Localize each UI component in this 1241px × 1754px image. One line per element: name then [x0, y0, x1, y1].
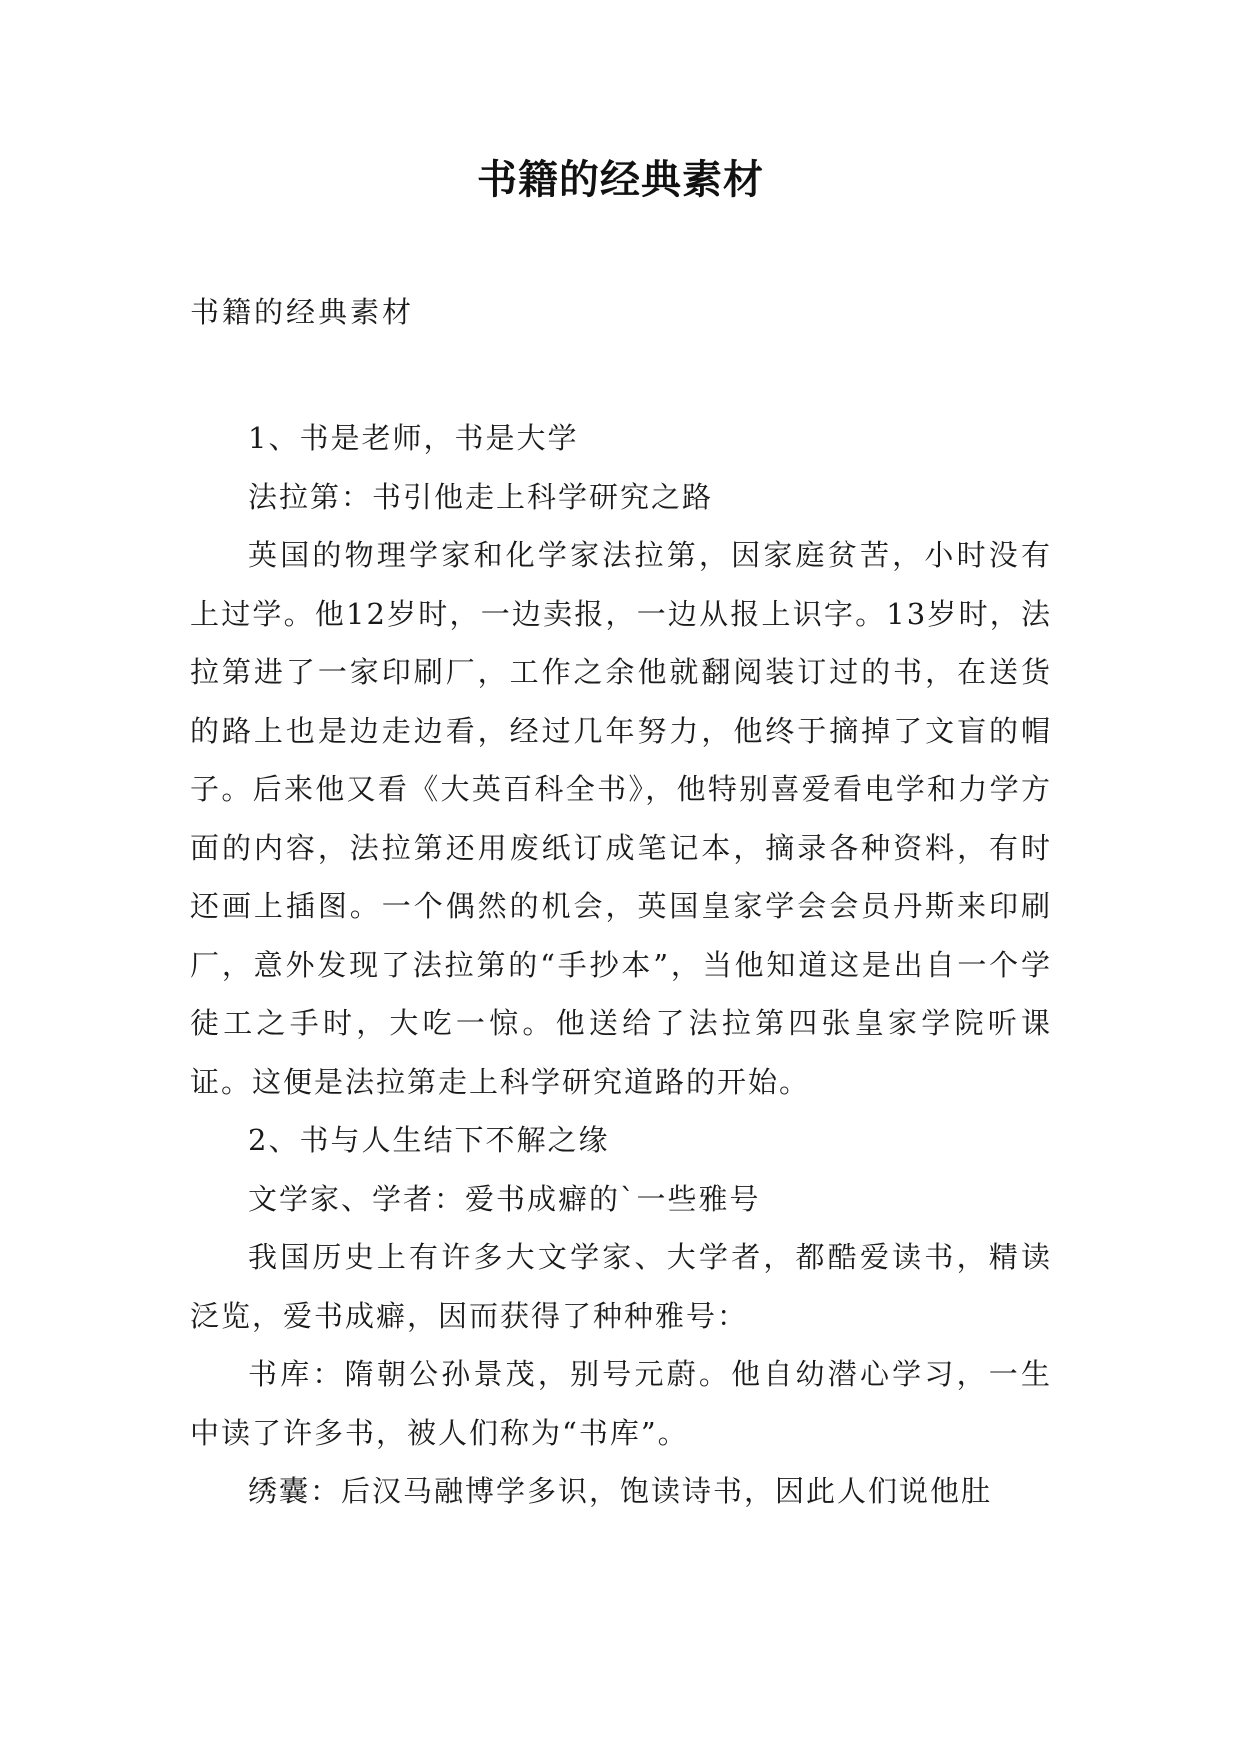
document-subtitle: 书籍的经典素材	[190, 295, 415, 329]
paragraph-shuku: 书库：隋朝公孙景茂，别号元蔚。他自幼潜心学习，一生中读了许多书，被人们称为“书库”。	[190, 1357, 1052, 1450]
heading-section-2: 2、书与人生结下不解之缘	[248, 1123, 610, 1157]
paragraph-scholars-intro: 我国历史上有许多大文学家、大学者，都酷爱读书，精读泛览，爱书成癖，因而获得了种种雅号：	[190, 1240, 1052, 1333]
document-body	[190, 409, 1052, 1521]
paragraph-faraday-story: 英国的物理学家和化学家法拉第，因家庭贫苦，小时没有上过学。他12岁时，一边卖报，一边从报上识字。13岁时，法拉第进了一家印刷厂，工作之余他就翻阅装订过的书，在送货的路上也是边走边看，经过几年努力，他终于摘掉了文盲的帽子。后来他又看《大英百科全书》，他特别喜爱看电学和力学方面的内容，法拉第还用废纸订成笔记本，摘录各种资料，有时还画上插图。一个偶然的机会，英国皇家学会会员丹斯来印刷厂，意外发现了法拉第的“手抄本”，当他知道这是出自一个学徒工之手时，大吃一惊。他送给了法拉第四张皇家学院听课证。这便是法拉第走上科学研究道路的开始。	[190, 538, 1052, 1099]
subheading-faraday: 法拉第：书引他走上科学研究之路	[248, 479, 714, 514]
heading-section-1: 1、书是老师，书是大学	[248, 421, 579, 455]
document-title: 书籍的经典素材	[477, 156, 764, 203]
subheading-scholars: 文学家、学者：爱书成癖的`一些雅号	[248, 1181, 761, 1216]
paragraph-xiunang: 绣囊：后汉马融博学多识，饱读诗书，因此人们说他肚	[248, 1474, 993, 1508]
